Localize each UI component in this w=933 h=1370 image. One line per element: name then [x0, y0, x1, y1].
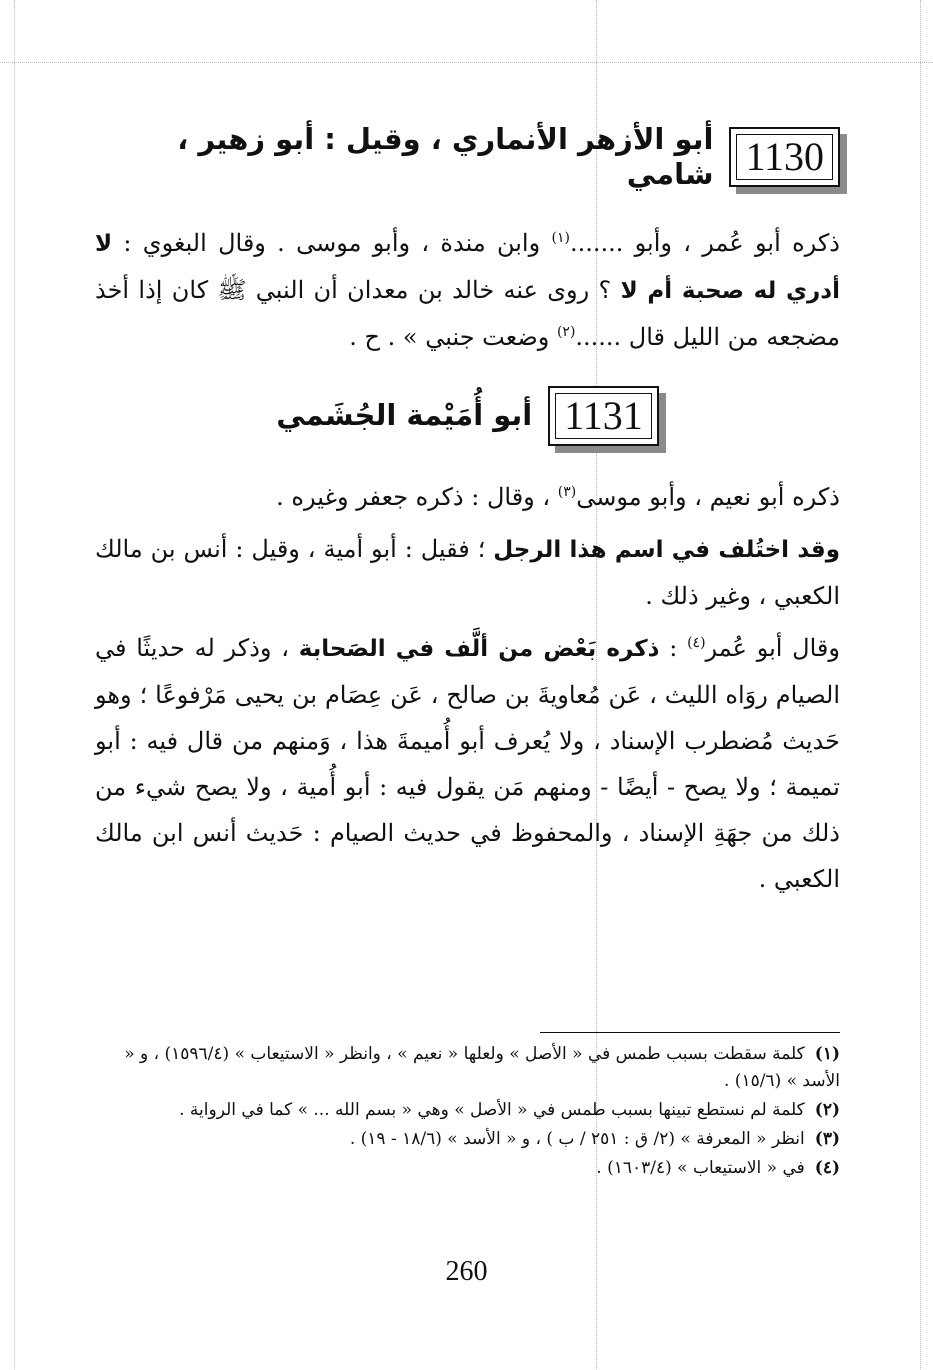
bold-phrase: وقد اختُلف في اسم هذا الرجل	[493, 536, 840, 563]
text-segment: ، وذكر له حديثًا في الصيام روَاه الليث ، عَن مُعاويةَ بن صالح ، عَن عِصَام بن يحيى مَرْفوعًا ؛ وهو حَديث مُضطرب الإسناد ، ولا يُعرف أبو أُميمةَ هذا ، وَمنهم من قال فيه : أبو تميمة ؛ ولا يصح - أيضًا - ومنهم مَن يقول فيه : أبو أُمية ، ولا يصح شيء من ذلك من جهَةِ الإسناد ، والمحفوظ في حديث الصيام : حَديث أنس ابن مالك الكعبي .	[95, 633, 841, 893]
text-segment: وضعت جنبي » . ح .	[349, 322, 557, 351]
scan-guide-line	[0, 62, 933, 63]
page-number: 260	[445, 1256, 488, 1287]
text-segment: ذكره أبو عُمر ، وأبو .......	[569, 228, 840, 257]
scan-guide-line	[920, 0, 921, 1370]
text-segment: ، وقال : ذكره جعفر وغيره .	[276, 482, 558, 511]
entry-paragraph	[95, 474, 840, 520]
footnote-text: في « الاستيعاب » (١٦٠٣/٤) .	[596, 1158, 805, 1178]
footnote-text: كلمة سقطت بسبب طمس في « الأصل » ولعلها « نعيم » ، وانظر « الاستيعاب » (١٥٩٦/٤) ، و « الأسد » (١٥/٦) .	[124, 1044, 840, 1091]
text-segment: ذكره أبو نعيم ، وأبو موسى	[576, 482, 840, 511]
footnote-ref: (٤)	[687, 634, 706, 651]
entry-paragraph	[95, 526, 840, 619]
footnote-ref: (١)	[551, 229, 570, 246]
bold-phrase: ذكره بَعْض من ألَّف في الصَحابة	[298, 635, 660, 662]
footnote	[95, 1097, 840, 1124]
page-body	[95, 100, 840, 902]
footnote-number: (٢)	[814, 1100, 840, 1120]
footnote-text: انظر « المعرفة » (٢/ ق : ٢٥١ / ب ) ، و « الأسد » (١٨/٦ - ١٩) .	[349, 1129, 805, 1149]
scan-guide-line	[14, 0, 15, 1370]
footnote	[95, 1041, 840, 1095]
text-segment: ؟ روى عنه خالد بن معدان أن النبي ﷺ كان إذا أخذ مضجعه من الليل قال ......	[95, 275, 840, 351]
footnote-ref: (٣)	[557, 483, 577, 500]
entry-paragraph	[95, 220, 840, 360]
entry-number: 1131	[564, 392, 643, 438]
text-segment: وقال أبو عُمر	[705, 633, 840, 662]
entry-paragraph	[95, 625, 840, 902]
entry-heading	[95, 386, 840, 446]
footnote-number: (٣)	[814, 1129, 840, 1149]
footnote-divider	[540, 1032, 840, 1033]
footnote-ref: (٢)	[556, 323, 576, 340]
entry-number: 1130	[745, 133, 824, 179]
entry-number-box	[548, 386, 659, 446]
footnotes	[95, 1032, 840, 1184]
text-segment: ؛ فقيل : أبو أمية ، وقيل : أنس بن مالك الكعبي ، وغير ذلك .	[95, 534, 840, 610]
entry-number-box	[729, 127, 840, 187]
text-segment: :	[659, 633, 688, 662]
text-segment: وابن مندة ، وأبو موسى . وقال البغوي :	[112, 228, 552, 257]
entry-heading	[95, 122, 840, 192]
footnote-number: (٤)	[814, 1158, 840, 1178]
entry-title: أبو الأزهر الأنماري ، وقيل : أبو زهير ، شامي	[177, 122, 714, 191]
entry-title: أبو أُمَيْمة الجُشَمي	[276, 398, 533, 433]
footnote	[95, 1155, 840, 1182]
footnote-number: (١)	[814, 1044, 840, 1064]
footnote	[95, 1126, 840, 1153]
footnote-text: كلمة لم نستطع تبينها بسبب طمس في « الأصل » وهي « بسم الله ... » كما في الرواية .	[179, 1100, 805, 1120]
bold-phrase: لا أدري له صحبة أم لا	[95, 230, 840, 304]
